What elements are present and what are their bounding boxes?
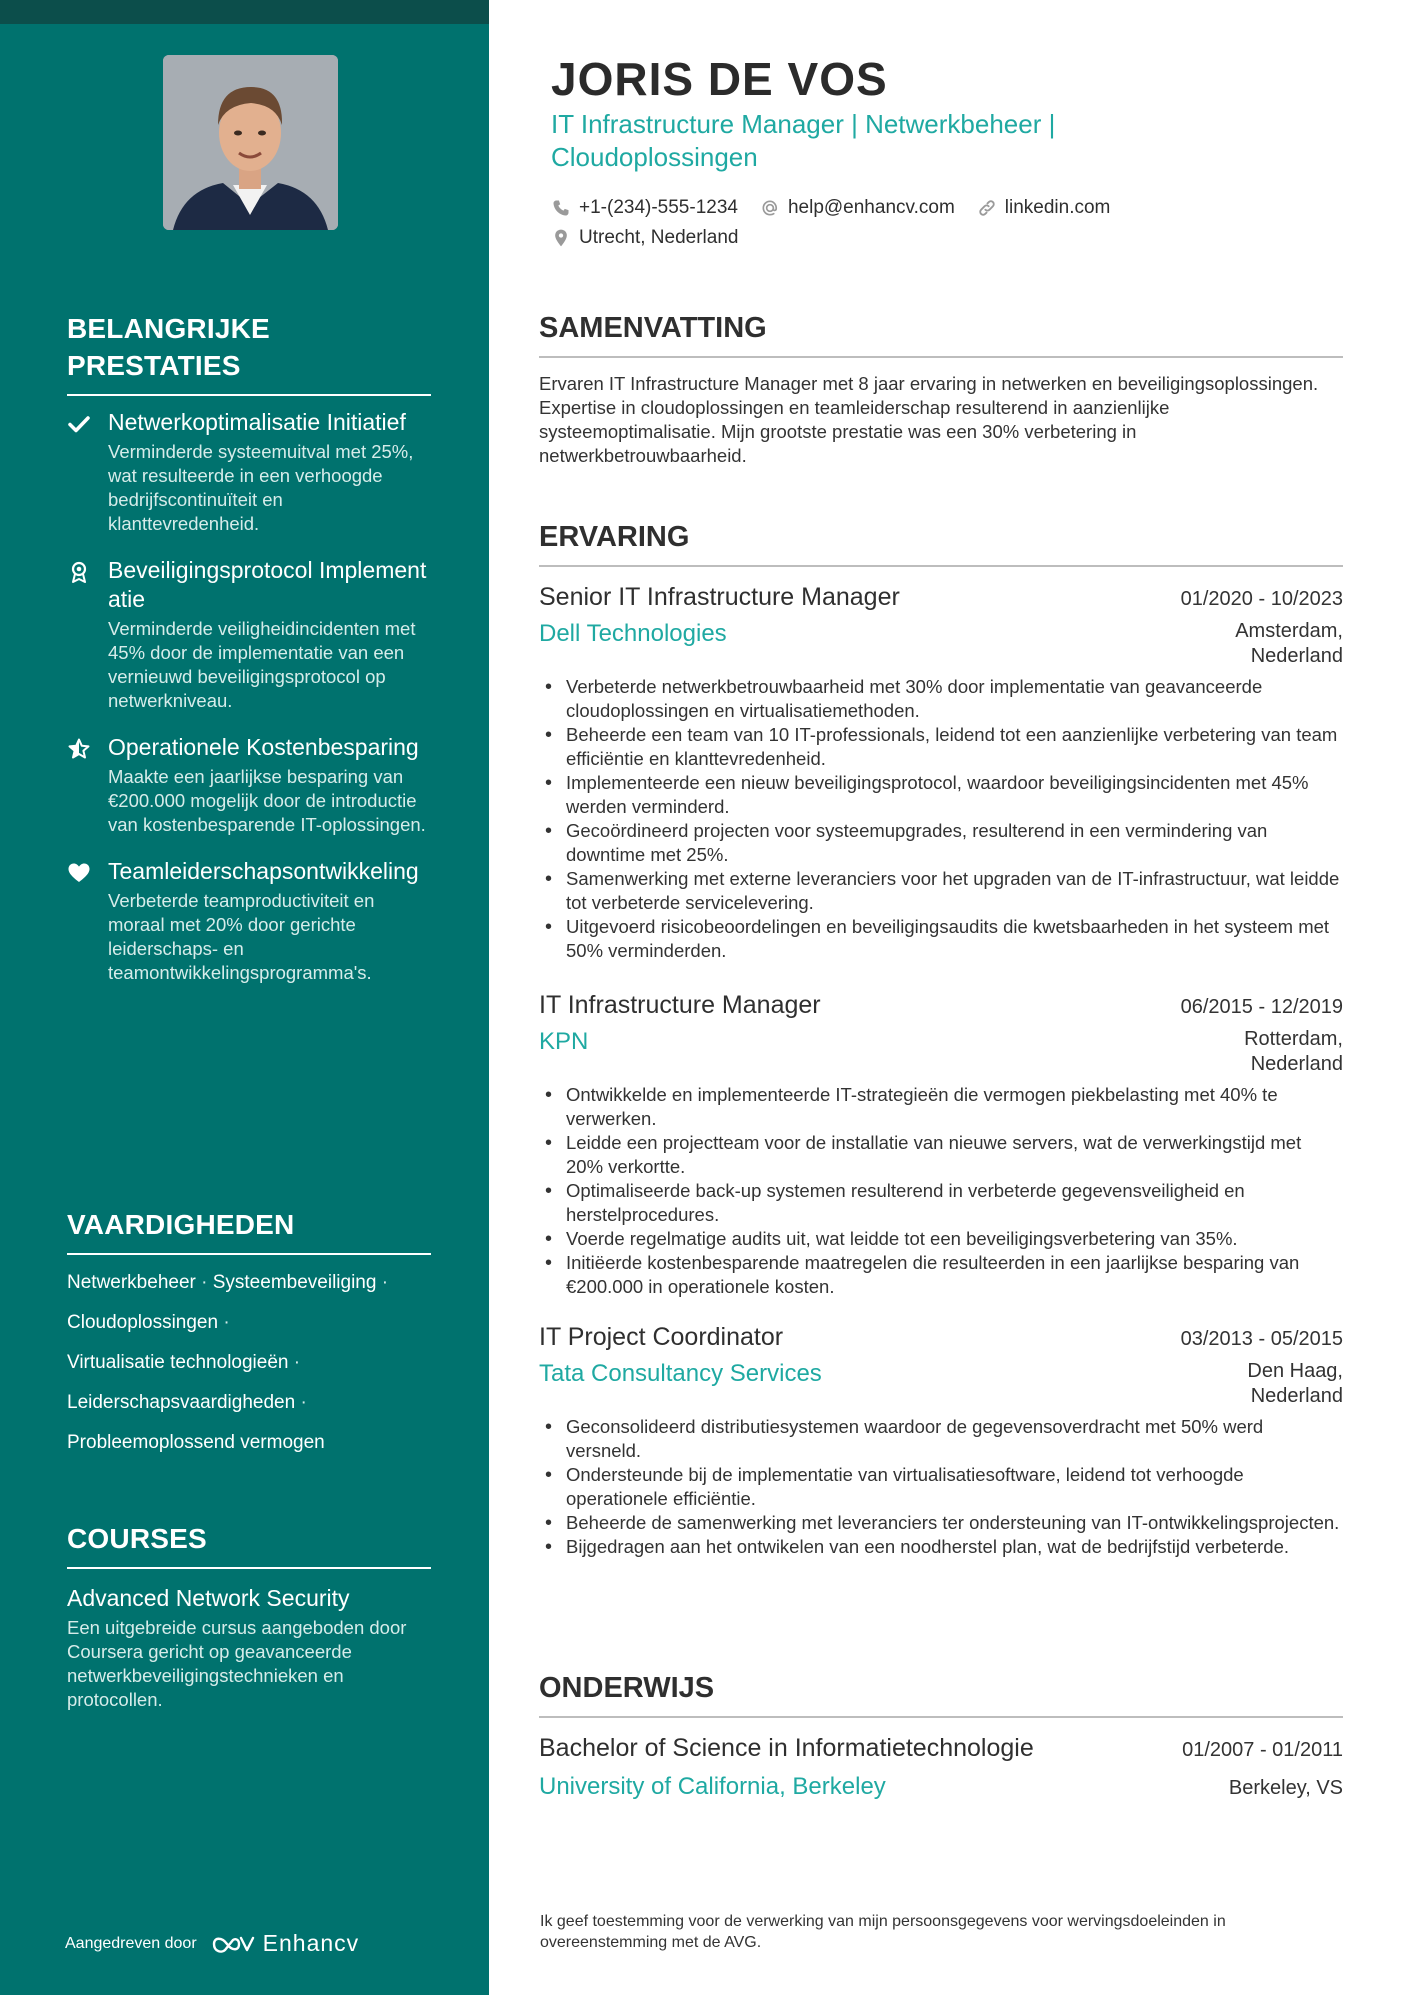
achievement-title: Netwerkoptimalisatie Initiatief: [108, 409, 406, 435]
experience-section: [539, 519, 1343, 1559]
company-name: Dell Technologies: [539, 620, 727, 647]
contact-info: [551, 193, 1311, 253]
heart-icon: [67, 861, 91, 885]
skill-separator: ·: [376, 1272, 389, 1293]
link-icon: [977, 198, 997, 218]
job-bullet: • Ondersteunde bij de implementatie van virtualisatiesoftware, leidend tot verhoogde operationele efficiëntie.: [539, 1463, 1343, 1511]
skill-item: Leiderschapsvaardigheden: [67, 1392, 296, 1413]
school-name: University of California, Berkeley: [539, 1773, 886, 1800]
job-bullet: • Samenwerking met externe leveranciers voor het upgraden van de IT-infrastructuur, wat leidde tot verbeterde servicelevering.: [539, 867, 1343, 915]
job-bullet: • Gecoördineerd projecten voor systeemupgrades, resulterend in een vermindering van downtime met 25%.: [539, 819, 1343, 867]
location-pin-icon: [551, 228, 571, 248]
achievement-title: Operationele Kostenbesparing: [108, 734, 419, 760]
candidate-subtitle: IT Infrastructure Manager | Netwerkbeheer | Cloudoplossingen: [551, 109, 1056, 172]
education-location: Berkeley, VS: [1228, 1777, 1343, 1799]
powered-by-label: Aangedreven door: [65, 1934, 197, 1952]
job-bullet: • Ontwikkelde en implementeerde IT-strategieën die vermogen piekbelasting met 40% te verwerken.: [539, 1083, 1343, 1131]
phone-text: +1-(234)-555-1234: [579, 197, 738, 218]
star-icon: [67, 737, 91, 761]
skill-line: [67, 1351, 431, 1375]
course-desc: Een uitgebreide cursus aangeboden door Coursera gericht op geavanceerde netwerkbeveiligingstechnieken en protocollen.: [67, 1617, 407, 1710]
enhancv-logo-icon: [211, 1932, 255, 1956]
achievement-item: [67, 857, 431, 985]
job-bullet: • Beheerde een team van 10 IT-professionals, leidend tot een aanzienlijke verbetering van team efficiëntie en klanttevredenheid.: [539, 723, 1343, 771]
degree-title: Bachelor of Science in Informatietechnologie: [539, 1734, 1034, 1762]
skill-separator: ·: [295, 1392, 307, 1413]
job-title: Senior IT Infrastructure Manager: [539, 583, 900, 611]
email-text: help@enhancv.com: [787, 197, 955, 218]
phone-contact[interactable]: [551, 197, 738, 219]
achievements-heading: BELANGRIJKE PRESTATIES: [67, 310, 431, 396]
phone-icon: [551, 198, 571, 218]
summary-section: [539, 310, 1343, 468]
education-heading: ONDERWIJS: [539, 1670, 1343, 1718]
award-icon: [67, 560, 91, 584]
achievement-item: [67, 733, 431, 837]
location-contact: [551, 227, 738, 249]
profile-photo: [163, 55, 338, 230]
candidate-name: JORIS DE VOS: [551, 53, 888, 105]
summary-text: Ervaren IT Infrastructure Manager met 8 jaar ervaring in netwerken en beveiligingsoplossingen. Expertise in cloudoplossingen en teamleiderschap resulterend in aanzienlijke systeemoptimalisatie. Mijn grootste prestatie was een 30% verbetering in netwerkbetrouwbaarheid.: [539, 373, 1319, 466]
skill-item: Virtualisatie technologieën: [67, 1352, 289, 1373]
skills-heading: VAARDIGHEDEN: [67, 1206, 431, 1255]
experience-heading: ERVARING: [539, 519, 1343, 567]
job-bullet: • Geconsolideerd distributiesystemen waardoor de gegevensoverdracht met 50% werd versneld.: [539, 1415, 1343, 1463]
job-date: 01/2020 - 10/2023: [1180, 588, 1343, 610]
job-bullet: • Beheerde de samenwerking met leveranciers ter ondersteuning van IT-ontwikkelingsprojecten.: [539, 1511, 1343, 1535]
skill-separator: ·: [218, 1312, 230, 1333]
achievements-section: [67, 310, 431, 1005]
enhancv-logo[interactable]: [211, 1930, 360, 1957]
achievement-desc: Verbeterde teamproductiviteit en moraal met 20% door gerichte leiderschaps- en teamontwikkelingsprogramma's.: [108, 890, 375, 983]
job-entry: [539, 581, 1343, 963]
company-name: Tata Consultancy Services: [539, 1360, 822, 1387]
job-bullets: [539, 675, 1343, 963]
job-date: 06/2015 - 12/2019: [1180, 996, 1343, 1018]
courses-section: [67, 1520, 431, 1712]
skill-item: Systeembeveiliging: [212, 1272, 377, 1293]
courses-heading: COURSES: [67, 1520, 431, 1569]
job-title: IT Infrastructure Manager: [539, 991, 821, 1019]
skill-line: [67, 1391, 431, 1415]
skill-item: Cloudoplossingen: [67, 1312, 219, 1333]
linkedin-text: linkedin.com: [1004, 197, 1111, 218]
skill-line: [67, 1271, 431, 1295]
skill-item: Netwerkbeheer: [67, 1272, 196, 1293]
gdpr-consent: Ik geef toestemming voor de verwerking van mijn persoonsgegevens voor wervingsdoeleinden in overeenstemming met de AVG.: [540, 1913, 1226, 1951]
location-text: Utrecht, Nederland: [579, 227, 739, 248]
skill-line: [67, 1311, 431, 1335]
achievement-item: [67, 408, 431, 536]
job-location: Amsterdam, Nederland: [1235, 620, 1343, 667]
job-date: 03/2013 - 05/2015: [1180, 1328, 1343, 1350]
powered-by: [65, 1930, 359, 1957]
skill-separator: ·: [288, 1352, 301, 1373]
job-entry: [539, 1321, 1343, 1559]
job-entry: [539, 989, 1343, 1299]
achievement-desc: Verminderde veiligheidincidenten met 45% door de implementatie van een vernieuwd beveiligingsprotocol op netwerkniveau.: [108, 618, 416, 711]
achievement-title: Teamleiderschapsontwikkeling: [108, 858, 419, 884]
summary-heading: SAMENVATTING: [539, 310, 1343, 358]
job-bullet: • Leidde een projectteam voor de installatie van nieuwe servers, wat de verwerkingstijd met 20% verkortte.: [539, 1131, 1343, 1179]
sidebar-top-bar: [0, 0, 489, 24]
course-title: Advanced Network Security: [67, 1585, 350, 1611]
job-bullet: • Initiëerde kostenbesparende maatregelen die resulteerden in een jaarlijkse besparing van €200.000 in operationele kosten.: [539, 1251, 1343, 1299]
skills-list: [67, 1271, 431, 1455]
job-bullet: • Uitgevoerd risicobeoordelingen en beveiligingsaudits die kwetsbaarheden in het systeem met 50% verminderden.: [539, 915, 1343, 963]
linkedin-contact[interactable]: [977, 197, 1111, 219]
achievement-desc: Verminderde systeemuitval met 25%, wat resulteerde in een verhoogde bedrijfscontinuïteit en klanttevredenheid.: [108, 441, 414, 534]
company-name: KPN: [539, 1028, 589, 1055]
job-location: Den Haag, Nederland: [1247, 1360, 1343, 1407]
job-title: IT Project Coordinator: [539, 1323, 784, 1351]
education-entry: [539, 1732, 1343, 1802]
job-bullet: • Implementeerde een nieuw beveiligingsprotocol, waardoor beveiligingsincidenten met 45% werden verminderd.: [539, 771, 1343, 819]
sidebar: [0, 0, 489, 1995]
job-location: Rotterdam, Nederland: [1244, 1028, 1343, 1075]
skill-separator: ·: [195, 1272, 213, 1293]
education-section: [539, 1670, 1343, 1802]
education-date: 01/2007 - 01/2011: [1182, 1739, 1343, 1761]
at-icon: [760, 198, 780, 218]
email-contact[interactable]: [760, 197, 955, 219]
achievement-title: Beveiligingsprotocol Implementatie: [108, 557, 427, 612]
achievement-desc: Maakte een jaarlijkse besparing van €200.000 mogelijk door de introductie van kostenbesparende IT-oplossingen.: [108, 766, 426, 835]
job-bullet: • Optimaliseerde back-up systemen resulterend in verbeterde gegevensveiligheid en herstelprocedures.: [539, 1179, 1343, 1227]
skill-line: [67, 1431, 431, 1455]
achievement-item: [67, 556, 431, 713]
check-icon: [67, 412, 91, 436]
job-bullets: [539, 1083, 1343, 1299]
skills-section: [67, 1206, 431, 1455]
job-bullets: [539, 1415, 1343, 1559]
job-bullet: • Voerde regelmatige audits uit, wat leidde tot een beveiligingsverbetering van 35%.: [539, 1227, 1343, 1251]
enhancv-brand: Enhancv: [262, 1930, 360, 1956]
skill-item: Probleemoplossend vermogen: [67, 1432, 325, 1453]
job-bullet: • Verbeterde netwerkbetrouwbaarheid met 30% door implementatie van geavanceerde cloudoplossingen en virtualisatiemethoden.: [539, 675, 1343, 723]
main-content: [489, 0, 1410, 1995]
job-bullet: • Bijgedragen aan het ontwikelen van een noodherstel plan, wat de bedrijfstijd verbeterde.: [539, 1535, 1343, 1559]
